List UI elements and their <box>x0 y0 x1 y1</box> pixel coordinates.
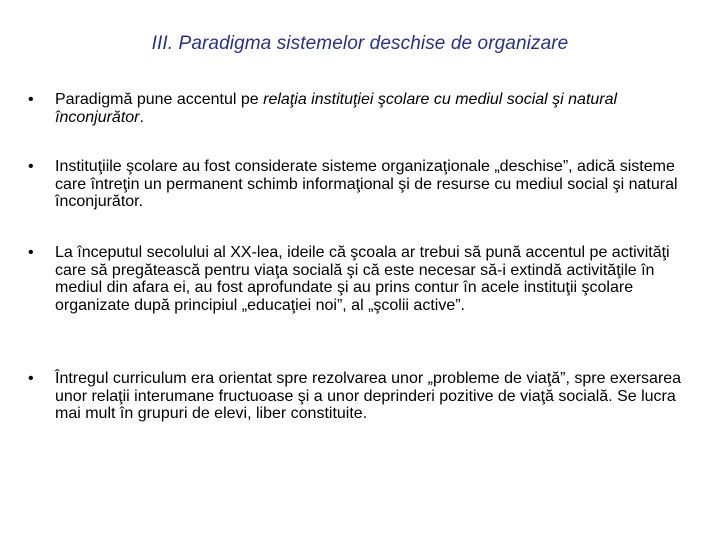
slide-title: III. Paradigma sistemelor deschise de organizare <box>151 33 569 54</box>
bullet-text-emphasis: relaţia instituţiei şcolare cu mediul social şi natural înconjurător <box>55 91 618 126</box>
bullet-text: Instituţiile şcolare au fost considerate sisteme organizaţionale „deschise”, adică sisteme care întreţin un permanent schimb informaţional şi de resurse cu mediul social şi natural înconjurător. <box>55 158 678 210</box>
bullet-icon: • <box>28 158 34 175</box>
bullet-text: La începutul secolului al XX-lea, ideile că şcoala ar trebui să pună accentul pe activităţi care să pregătească pentru viaţa socială şi că este necesar să-i extindă activităţile în mediul din afara ei, au fost aprofundate şi au prins contur în acele instituţii şcolare organizate după principiul „educaţiei noi”, al „şcolii active”. <box>55 244 670 314</box>
bullet-text: Întregul curriculum era orientat spre rezolvarea unor „probleme de viaţă”, spre exersarea unor relaţii interumane fructuoase şi a unor deprinderi pozitive de viaţă socială. Se lucra mai mult în grupuri de elevi, liber constituite. <box>55 370 682 422</box>
bullet-icon: • <box>28 244 34 261</box>
bullet-icon: • <box>28 91 34 108</box>
bullet-text-plain: Paradigmă pune accentul pe <box>55 91 264 108</box>
bullet-text-end: . <box>139 108 144 126</box>
bullet-text <box>55 91 705 126</box>
bullet-icon: • <box>28 370 34 387</box>
